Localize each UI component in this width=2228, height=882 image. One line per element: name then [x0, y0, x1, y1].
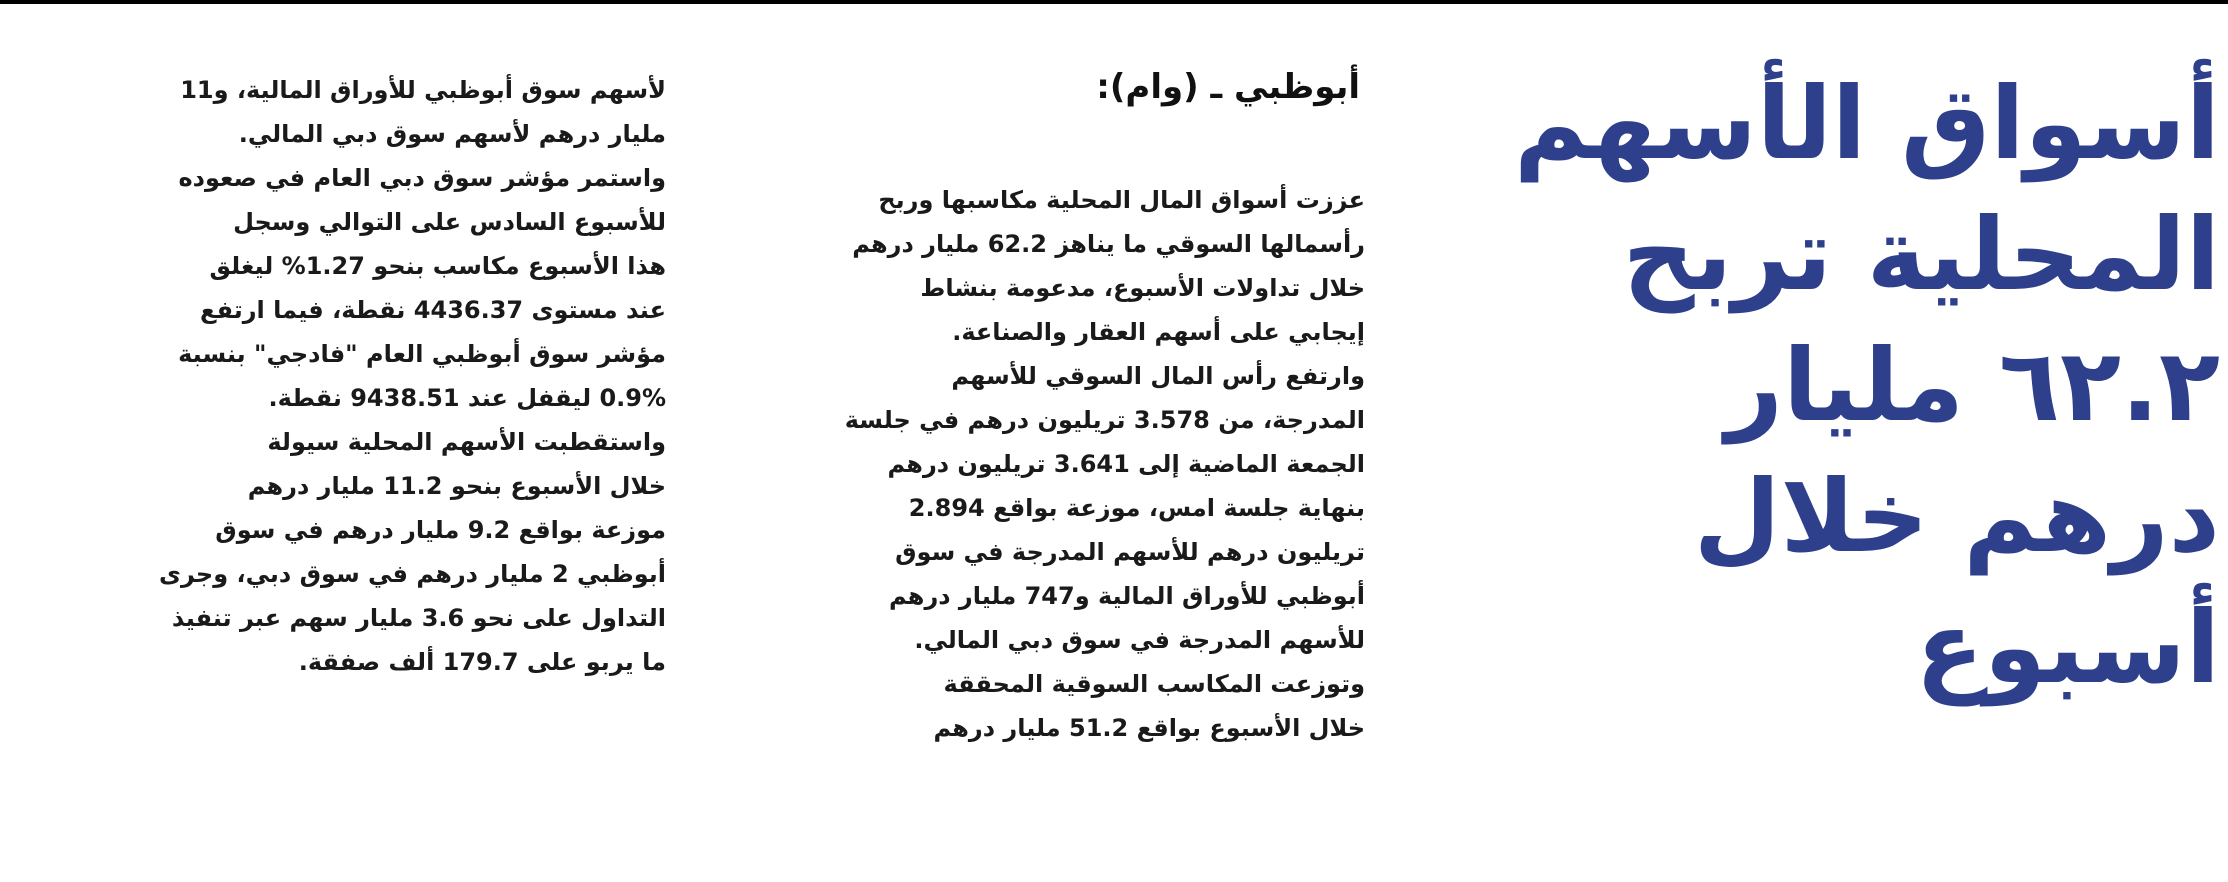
headline-line: ٦٢.٢ مليار: [1725, 327, 2220, 444]
body-line: أبوظبي 2 مليار درهم في سوق دبي، وجرى: [158, 560, 666, 588]
body-line: للأسبوع السادس على التوالي وسجل: [233, 208, 666, 236]
headline-line: أسبوع: [1915, 589, 2220, 706]
body-line: تريليون درهم للأسهم المدرجة في سوق: [895, 538, 1365, 566]
body-line: عززت أسواق المال المحلية مكاسبها وربح: [878, 186, 1365, 214]
body-line: خلال الأسبوع بواقع 51.2 مليار درهم: [933, 714, 1365, 742]
body-line: ما يربو على 179.7 ألف صفقة.: [298, 648, 666, 676]
body-line: هذا الأسبوع مكاسب بنحو 1.27% ليغلق: [209, 252, 666, 280]
body-line: وتوزعت المكاسب السوقية المحققة: [943, 670, 1365, 698]
body-line: خلال الأسبوع بنحو 11.2 مليار درهم: [247, 472, 666, 500]
body-line: مليار درهم لأسهم سوق دبي المالي.: [238, 120, 666, 148]
body-line: واستمر مؤشر سوق دبي العام في صعوده: [178, 164, 666, 192]
body-line: المدرجة، من 3.578 تريليون درهم في جلسة: [844, 406, 1365, 434]
dateline: أبوظبي ـ (وام):: [1096, 67, 1360, 107]
body-line: لأسهم سوق أبوظبي للأوراق المالية، و11: [180, 76, 666, 104]
body-line: للأسهم المدرجة في سوق دبي المالي.: [914, 626, 1365, 654]
top-rule: [0, 0, 2228, 4]
body-line: خلال تداولات الأسبوع، مدعومة بنشاط: [920, 274, 1365, 302]
body-line: إيجابي على أسهم العقار والصناعة.: [952, 318, 1365, 346]
body-line: عند مستوى 4436.37 نقطة، فيما ارتفع: [200, 296, 666, 324]
article-column-left: [6, 68, 666, 684]
headline-line: درهم خلال: [1693, 458, 2220, 575]
body-line: الجمعة الماضية إلى 3.641 تريليون درهم: [887, 450, 1365, 478]
headline: [1514, 58, 2220, 713]
body-line: واستقطبت الأسهم المحلية سيولة: [267, 428, 666, 456]
headline-line: المحلية تربح: [1622, 196, 2220, 313]
body-line: رأسمالها السوقي ما يناهز 62.2 مليار درهم: [852, 230, 1365, 258]
headline-line: أسواق الأسهم: [1514, 65, 2220, 182]
body-line: وارتفع رأس المال السوقي للأسهم: [951, 362, 1365, 390]
body-line: التداول على نحو 3.6 مليار سهم عبر تنفيذ: [171, 604, 666, 632]
article-column-middle: [705, 178, 1365, 750]
body-line: موزعة بواقع 9.2 مليار درهم في سوق: [215, 516, 666, 544]
body-line: 0.9% ليقفل عند 9438.51 نقطة.: [268, 384, 666, 412]
body-line: بنهاية جلسة امس، موزعة بواقع 2.894: [908, 494, 1365, 522]
body-line: مؤشر سوق أبوظبي العام "فادجي" بنسبة: [178, 340, 666, 368]
body-line: أبوظبي للأوراق المالية و747 مليار درهم: [888, 582, 1365, 610]
